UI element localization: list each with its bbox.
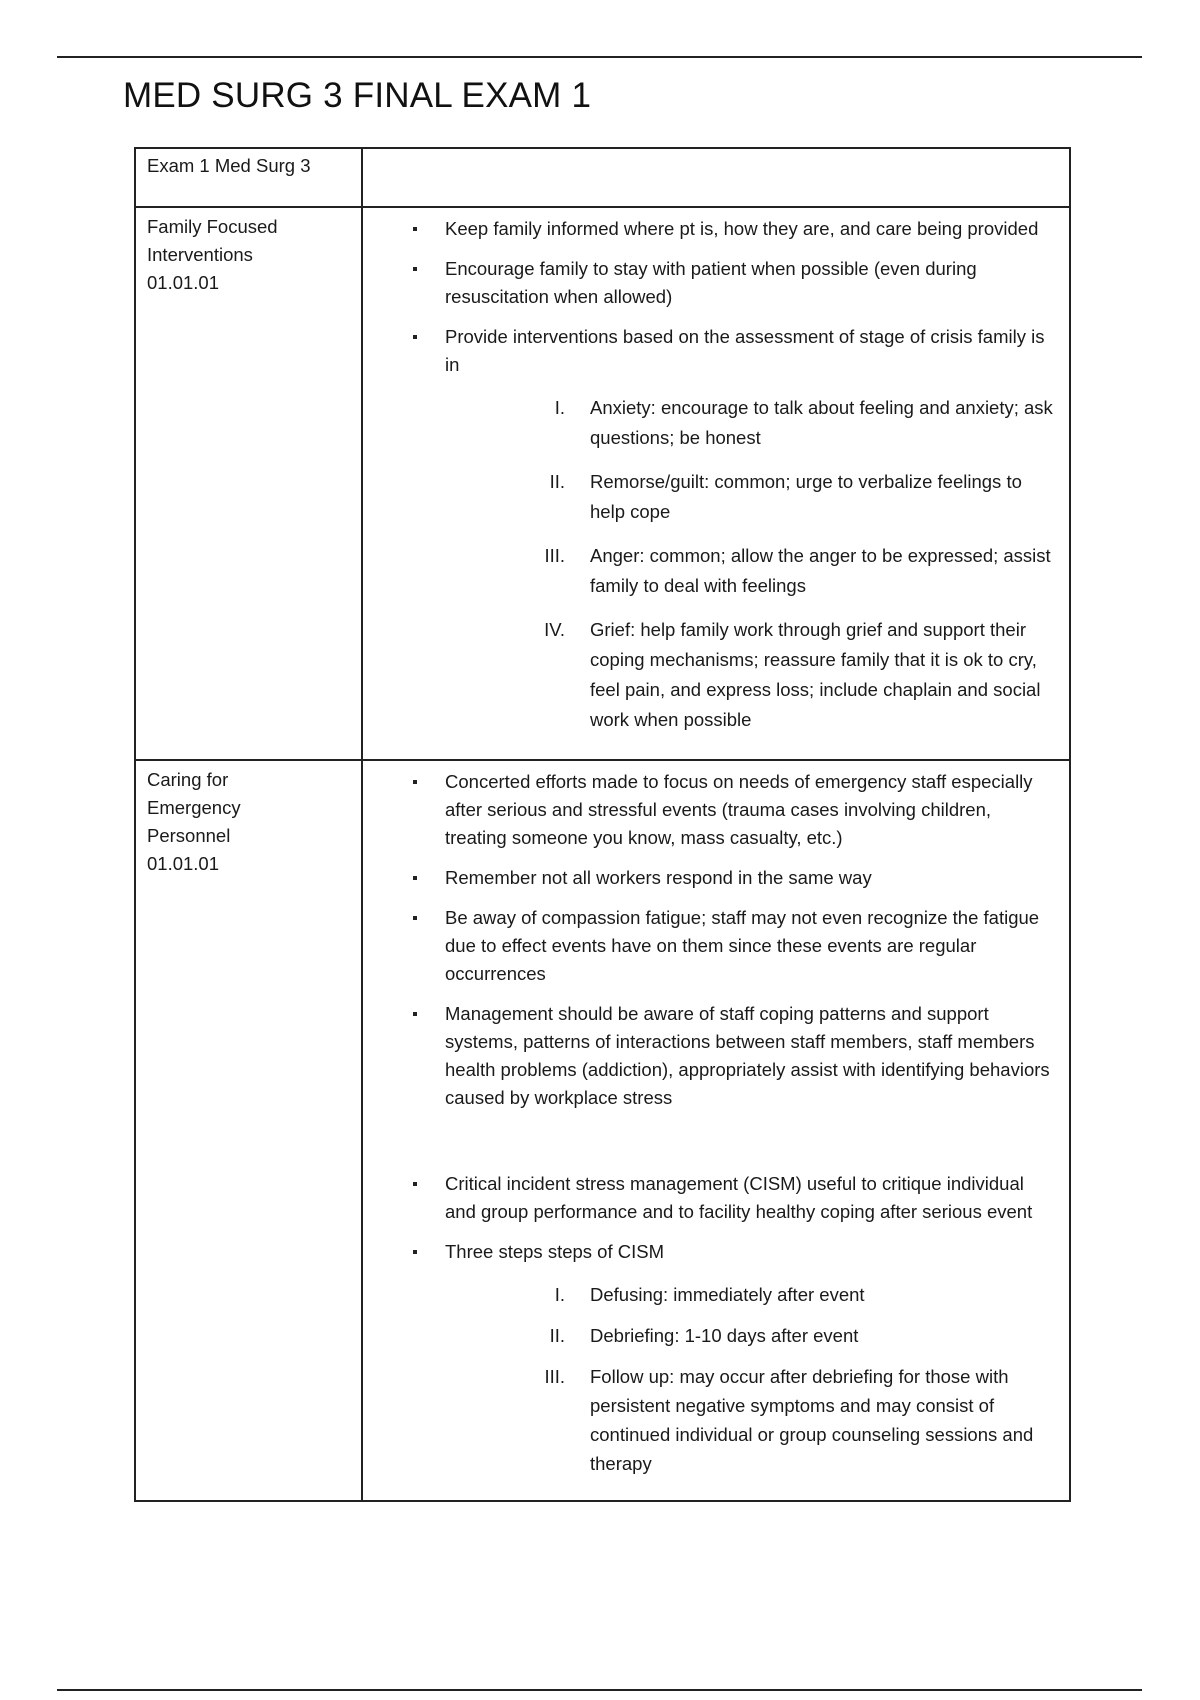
list-item-text: Be away of compassion fatigue; staff may not even recognize the fatigue due to effect events have on them since these events are regular occurrences <box>445 907 1040 984</box>
bullet-icon <box>413 335 417 339</box>
step-text: Grief: help family work through grief and support their coping mechanisms; reassure family that it is ok to cry, feel pain, and express loss; include chaplain and social work when possible <box>590 619 1041 730</box>
bullet-icon <box>413 1012 417 1016</box>
list-item-text: Management should be aware of staff coping patterns and support systems, patterns of interactions between staff members, staff members health problems (addiction), appropriately assist with identifying behaviors caused by workplace stress <box>445 1003 1050 1108</box>
step-numeral: III. <box>544 545 565 566</box>
step-numeral: III. <box>544 1366 565 1387</box>
list-item <box>373 255 1055 311</box>
notes-table <box>134 147 1071 1502</box>
list-item-text: Three steps steps of CISM <box>445 1241 665 1262</box>
topic-cell <box>135 207 362 760</box>
step-item <box>445 1362 1055 1478</box>
list-item <box>373 1000 1055 1112</box>
step-item <box>445 467 1055 527</box>
step-text: Remorse/guilt: common; urge to verbalize feelings to help cope <box>590 471 1022 522</box>
table-row <box>135 207 1070 760</box>
document-title: MED SURG 3 FINAL EXAM 1 <box>123 76 592 115</box>
list-item <box>373 768 1055 852</box>
step-item <box>445 541 1055 601</box>
bottom-rule <box>57 1689 1142 1691</box>
bullet-icon <box>413 780 417 784</box>
step-text: Debriefing: 1-10 days after event <box>590 1325 859 1346</box>
list-item-text: Concerted efforts made to focus on needs of emergency staff especially after serious and stressful events (trauma cases involving children, treating someone you know, mass casualty, etc.) <box>445 771 1033 848</box>
bullet-icon <box>413 916 417 920</box>
header-topic-cell <box>135 148 362 207</box>
list-item <box>373 215 1055 243</box>
topic-name: Caring for Emergency Personnel <box>147 769 241 846</box>
topic-cell <box>135 760 362 1501</box>
list-item-text: Encourage family to stay with patient when possible (even during resuscitation when allowed) <box>445 258 977 307</box>
table-header-row <box>135 148 1070 207</box>
list-item-text: Remember not all workers respond in the same way <box>445 867 872 888</box>
content-cell <box>362 207 1070 760</box>
topic-code: 01.01.01 <box>147 272 220 293</box>
header-topic-label: Exam 1 Med Surg 3 <box>147 155 311 176</box>
step-item <box>445 1321 1055 1350</box>
step-numeral: II. <box>549 1325 565 1346</box>
bullet-icon <box>413 1250 417 1254</box>
step-numeral: I. <box>554 397 565 418</box>
topic-name: Family Focused Interventions <box>147 216 278 265</box>
list-item <box>373 1238 1055 1478</box>
top-rule <box>57 56 1142 58</box>
topic-code: 01.01.01 <box>147 853 220 874</box>
list-item-text: Keep family informed where pt is, how they are, and care being provided <box>445 218 1039 239</box>
numbered-steps <box>445 393 1055 735</box>
list-item-text: Critical incident stress management (CISM) useful to critique individual and group performance and to facility healthy coping after serious event <box>445 1173 1033 1222</box>
bullet-list <box>373 768 1055 1478</box>
step-text: Follow up: may occur after debriefing for those with persistent negative symptoms and may consist of continued individual or group counseling sessions and therapy <box>590 1366 1034 1474</box>
bullet-icon <box>413 1182 417 1186</box>
bullet-list <box>373 215 1055 735</box>
step-text: Defusing: immediately after event <box>590 1284 865 1305</box>
step-text: Anger: common; allow the anger to be expressed; assist family to deal with feelings <box>590 545 1051 596</box>
bullet-icon <box>413 876 417 880</box>
list-item <box>373 904 1055 988</box>
header-content-cell <box>362 148 1070 207</box>
step-item <box>445 615 1055 735</box>
step-text: Anxiety: encourage to talk about feeling and anxiety; ask questions; be honest <box>590 397 1053 448</box>
list-item <box>373 1170 1055 1226</box>
list-item-text: Provide interventions based on the assessment of stage of crisis family is in <box>445 326 1045 375</box>
step-numeral: I. <box>554 1284 565 1305</box>
content-cell <box>362 760 1070 1501</box>
step-item <box>445 393 1055 453</box>
list-item <box>373 323 1055 735</box>
table-row <box>135 760 1070 1501</box>
step-numeral: II. <box>549 471 565 492</box>
bullet-icon <box>413 227 417 231</box>
list-item <box>373 864 1055 892</box>
bullet-icon <box>413 267 417 271</box>
step-item <box>445 1280 1055 1309</box>
numbered-steps <box>445 1280 1055 1478</box>
step-numeral: IV. <box>544 619 565 640</box>
